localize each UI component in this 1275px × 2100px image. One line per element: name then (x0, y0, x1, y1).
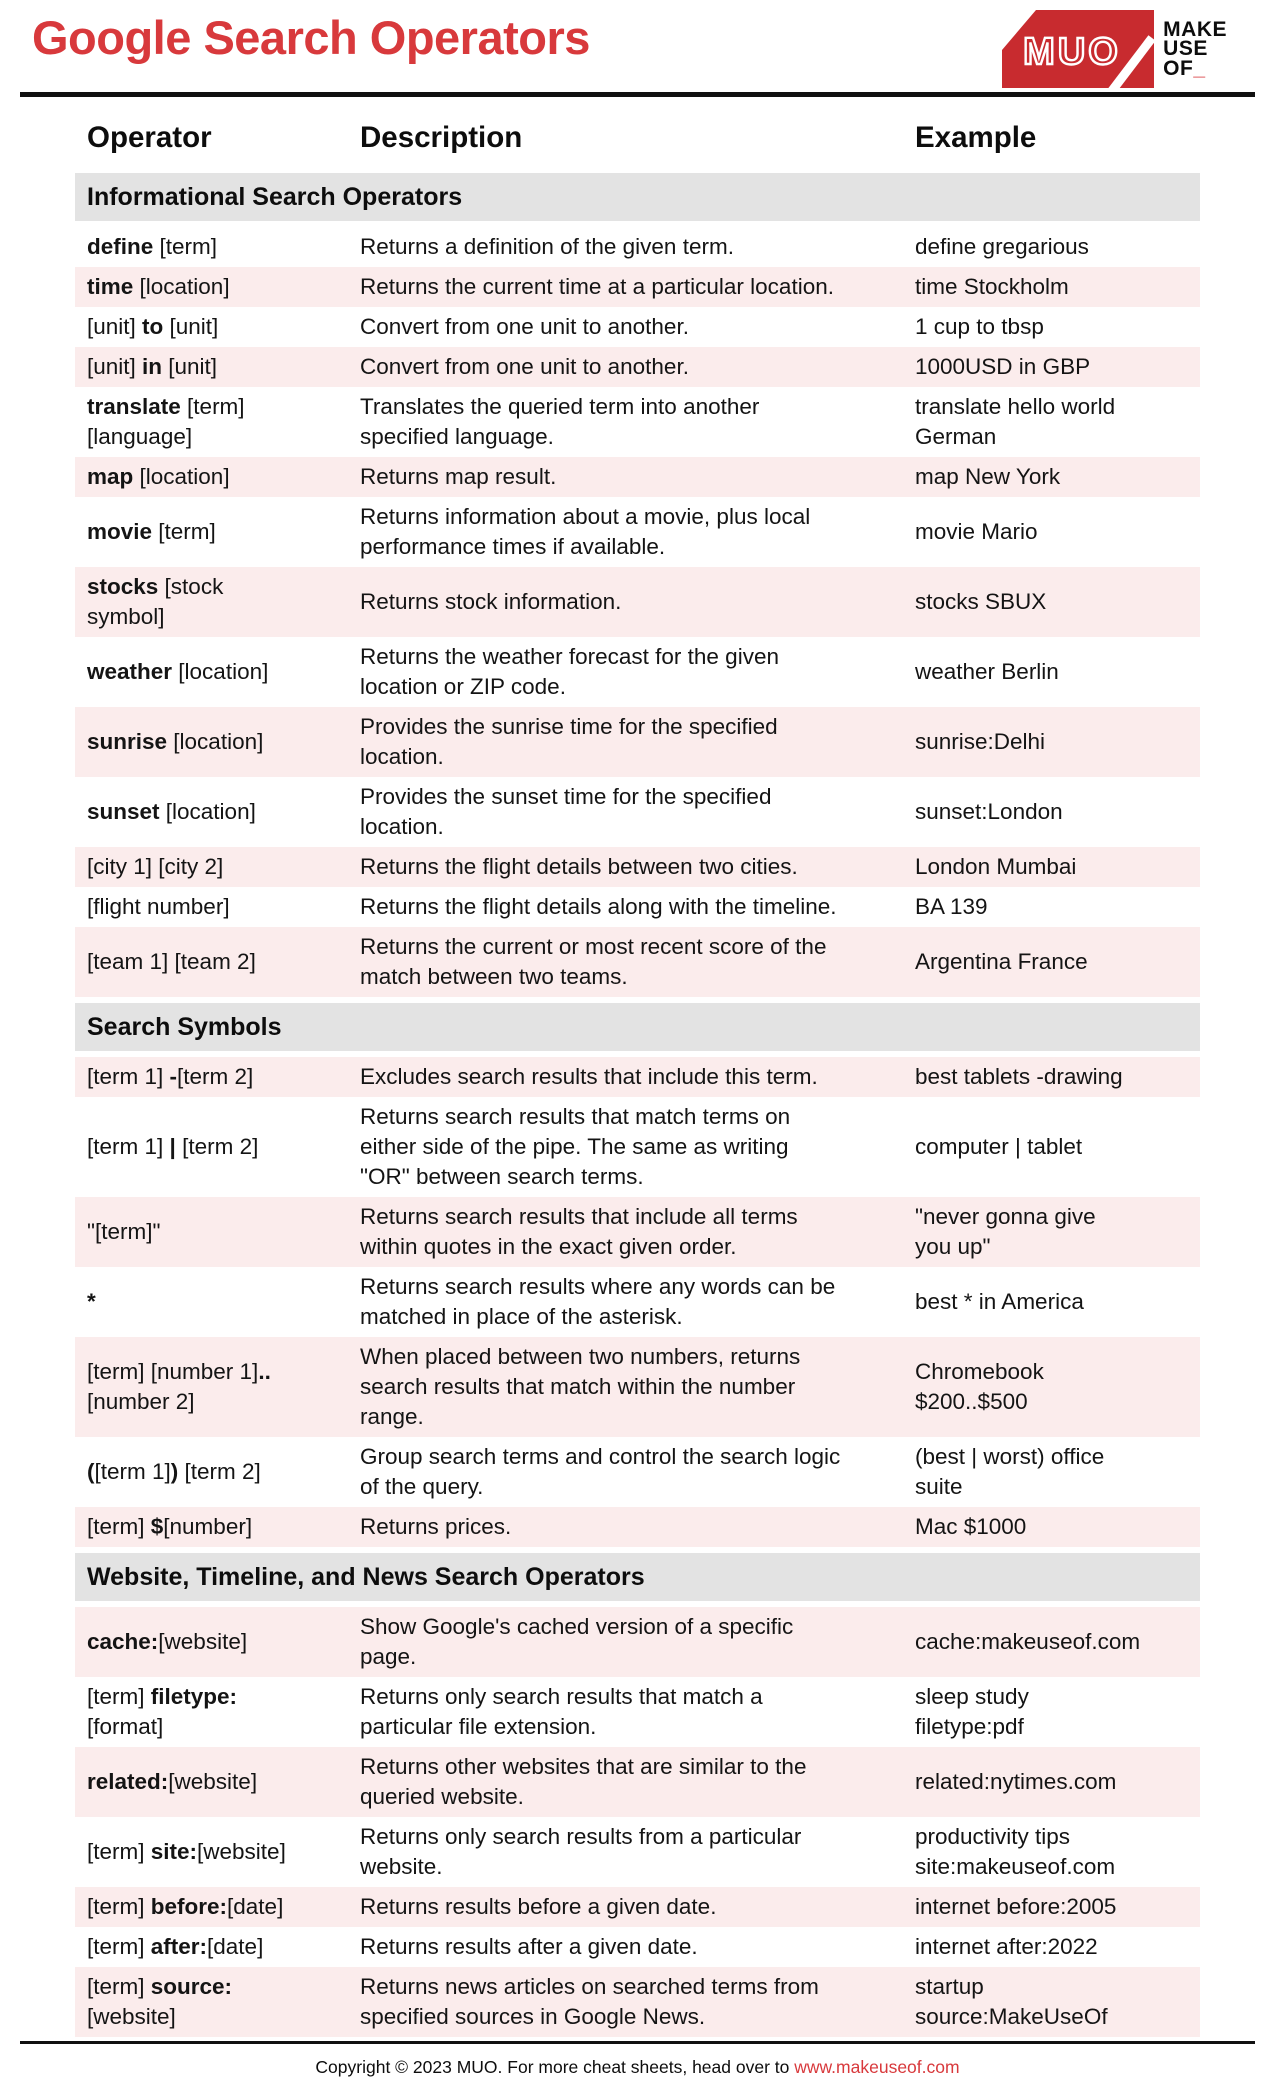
description-cell: Returns information about a movie, plus local performance times if available. (360, 504, 811, 559)
operator-cell: [term] [number 1]..[number 2] (87, 1359, 271, 1414)
operator-cell: [term 1] -[term 2] (87, 1064, 254, 1089)
description-cell: When placed between two numbers, returns search results that match within the number range. (360, 1344, 801, 1429)
description-cell: Returns search results that match terms on either side of the pipe. The same as writing "OR" between search terms. (360, 1104, 791, 1189)
page-footer (0, 2057, 1275, 2078)
example-cell: BA 139 (915, 894, 988, 919)
column-header-description: Description (360, 121, 523, 154)
description-cell: Group search terms and control the search logic of the query. (360, 1444, 841, 1499)
example-cell: map New York (915, 464, 1061, 489)
operator-cell: related:[website] (87, 1769, 258, 1794)
description-cell: Returns search results that include all terms within quotes in the exact given order. (360, 1204, 798, 1259)
table-row (75, 1927, 1200, 1967)
table-row (75, 267, 1200, 307)
example-cell: internet before:2005 (915, 1894, 1117, 1919)
description-cell: Provides the sunrise time for the specified location. (360, 714, 778, 769)
example-cell: stocks SBUX (915, 589, 1047, 614)
example-cell: best tablets -drawing (915, 1064, 1123, 1089)
column-header-example: Example (915, 121, 1037, 154)
operator-cell: [term] before:[date] (87, 1894, 284, 1919)
section-header: Informational Search Operators (75, 173, 1200, 221)
table-row (75, 1507, 1200, 1547)
description-cell: Convert from one unit to another. (360, 314, 689, 339)
table-row (75, 347, 1200, 387)
operator-cell: sunset [location] (87, 799, 256, 824)
svg-text:MUO: MUO (1023, 31, 1121, 73)
table-row (75, 457, 1200, 497)
table-row (75, 637, 1200, 707)
description-cell: Provides the sunset time for the specified location. (360, 784, 772, 839)
column-header-operator: Operator (87, 121, 212, 154)
operator-cell: translate [term] [language] (87, 394, 245, 449)
table-row (75, 1437, 1200, 1507)
example-cell: "never gonna give you up" (915, 1204, 1096, 1259)
description-cell: Returns only search results from a particular website. (360, 1824, 802, 1879)
example-cell: Mac $1000 (915, 1514, 1027, 1539)
table-row (75, 497, 1200, 567)
muo-logo (1002, 10, 1227, 88)
description-cell: Returns the flight details along with the timeline. (360, 894, 837, 919)
operator-cell: [term] after:[date] (87, 1934, 264, 1959)
operator-cell: [unit] to [unit] (87, 314, 219, 339)
operator-cell: "[term]" (87, 1219, 161, 1244)
example-cell: startup source:MakeUseOf (915, 1974, 1108, 2029)
logo-line-of: OF_ (1163, 56, 1206, 80)
description-cell: Returns the weather forecast for the given location or ZIP code. (360, 644, 779, 699)
makeuseof-link[interactable]: www.makeuseof.com (794, 2057, 960, 2077)
example-cell: time Stockholm (915, 274, 1069, 299)
description-cell: Returns other websites that are similar to the queried website. (360, 1754, 807, 1809)
description-cell: Translates the queried term into another specified language. (360, 394, 760, 449)
operator-cell: stocks [stock symbol] (87, 574, 224, 629)
operator-cell: [term 1] | [term 2] (87, 1134, 259, 1159)
example-cell: weather Berlin (915, 659, 1059, 684)
description-cell: Excludes search results that include this term. (360, 1064, 818, 1089)
example-cell: Chromebook $200..$500 (915, 1359, 1044, 1414)
table-row (75, 387, 1200, 457)
operators-table (75, 115, 1200, 2037)
operator-cell: * (87, 1289, 96, 1314)
operator-cell: weather [location] (87, 659, 269, 684)
example-cell: 1000USD in GBP (915, 354, 1091, 379)
table-row (75, 227, 1200, 267)
example-cell: productivity tips site:makeuseof.com (915, 1824, 1116, 1879)
muo-badge-icon (1002, 10, 1154, 88)
example-cell: sleep study filetype:pdf (915, 1684, 1029, 1739)
table-row (75, 1197, 1200, 1267)
description-cell: Returns results after a given date. (360, 1934, 698, 1959)
operator-cell: time [location] (87, 274, 230, 299)
operator-cell: [city 1] [city 2] (87, 854, 224, 879)
table-row (75, 1267, 1200, 1337)
example-cell: movie Mario (915, 519, 1038, 544)
page-title: Google Search Operators (32, 11, 590, 64)
operator-cell: [term] site:[website] (87, 1839, 286, 1864)
description-cell: Returns prices. (360, 1514, 512, 1539)
operator-cell: movie [term] (87, 519, 216, 544)
table-row (75, 927, 1200, 997)
example-cell: best * in America (915, 1289, 1084, 1314)
operator-cell: [term] filetype:[format] (87, 1684, 238, 1739)
example-cell: (best | worst) office suite (915, 1444, 1105, 1499)
table-row (75, 847, 1200, 887)
example-cell: define gregarious (915, 234, 1089, 259)
table-row (75, 307, 1200, 347)
description-cell: Returns stock information. (360, 589, 622, 614)
example-cell: translate hello world German (915, 394, 1116, 449)
example-cell: computer | tablet (915, 1134, 1083, 1159)
section-header: Search Symbols (75, 1003, 1200, 1051)
description-cell: Returns a definition of the given term. (360, 234, 734, 259)
table-body (75, 173, 1200, 2037)
operator-cell: ([term 1]) [term 2] (87, 1459, 261, 1484)
table-row (75, 1887, 1200, 1927)
example-cell: 1 cup to tbsp (915, 314, 1044, 339)
operator-cell: [flight number] (87, 894, 230, 919)
operator-cell: sunrise [location] (87, 729, 264, 754)
section-header: Website, Timeline, and News Search Operators (75, 1553, 1200, 1601)
description-cell: Convert from one unit to another. (360, 354, 689, 379)
page-header (0, 0, 1275, 88)
table-row (75, 1817, 1200, 1887)
operator-cell: map [location] (87, 464, 230, 489)
example-cell: London Mumbai (915, 854, 1077, 879)
logo-line-make: MAKE (1163, 17, 1227, 41)
operator-cell: [unit] in [unit] (87, 354, 218, 379)
table-row (75, 1967, 1200, 2037)
operator-cell: [team 1] [team 2] (87, 949, 256, 974)
logo-line-use: USE (1163, 37, 1208, 61)
example-cell: related:nytimes.com (915, 1769, 1117, 1794)
operator-cell: define [term] (87, 234, 218, 259)
example-cell: cache:makeuseof.com (915, 1629, 1141, 1654)
description-cell: Returns search results where any words can be matched in place of the asterisk. (360, 1274, 836, 1329)
description-cell: Returns only search results that match a particular file extension. (360, 1684, 763, 1739)
description-cell: Returns map result. (360, 464, 557, 489)
description-cell: Returns the current or most recent score of the match between two teams. (360, 934, 827, 989)
example-cell: Argentina France (915, 949, 1088, 974)
table-row (75, 1057, 1200, 1097)
table-row (75, 1097, 1200, 1197)
muo-logo-text (1163, 17, 1227, 80)
example-cell: sunset:London (915, 799, 1063, 824)
operator-cell: [term] source:[website] (87, 1974, 233, 2029)
table-row (75, 777, 1200, 847)
description-cell: Returns the flight details between two cities. (360, 854, 798, 879)
table-row (75, 887, 1200, 927)
operator-cell: cache:[website] (87, 1629, 248, 1654)
copyright-text: Copyright © 2023 MUO. For more cheat sheets, head over to (315, 2057, 795, 2077)
footer-divider (20, 2041, 1255, 2044)
table-row (75, 1747, 1200, 1817)
column-header-row (75, 115, 1200, 167)
description-cell: Returns the current time at a particular location. (360, 274, 834, 299)
logo-underscore: _ (1193, 56, 1206, 80)
example-cell: sunrise:Delhi (915, 729, 1046, 754)
description-cell: Returns results before a given date. (360, 1894, 717, 1919)
header-divider (20, 92, 1255, 97)
table-row (75, 1607, 1200, 1677)
table-row (75, 1337, 1200, 1437)
example-cell: internet after:2022 (915, 1934, 1098, 1959)
description-cell: Show Google's cached version of a specific page. (360, 1614, 794, 1669)
table-row (75, 707, 1200, 777)
operator-cell: [term] $[number] (87, 1514, 253, 1539)
description-cell: Returns news articles on searched terms from specified sources in Google News. (360, 1974, 819, 2029)
table-row (75, 567, 1200, 637)
table-row (75, 1677, 1200, 1747)
